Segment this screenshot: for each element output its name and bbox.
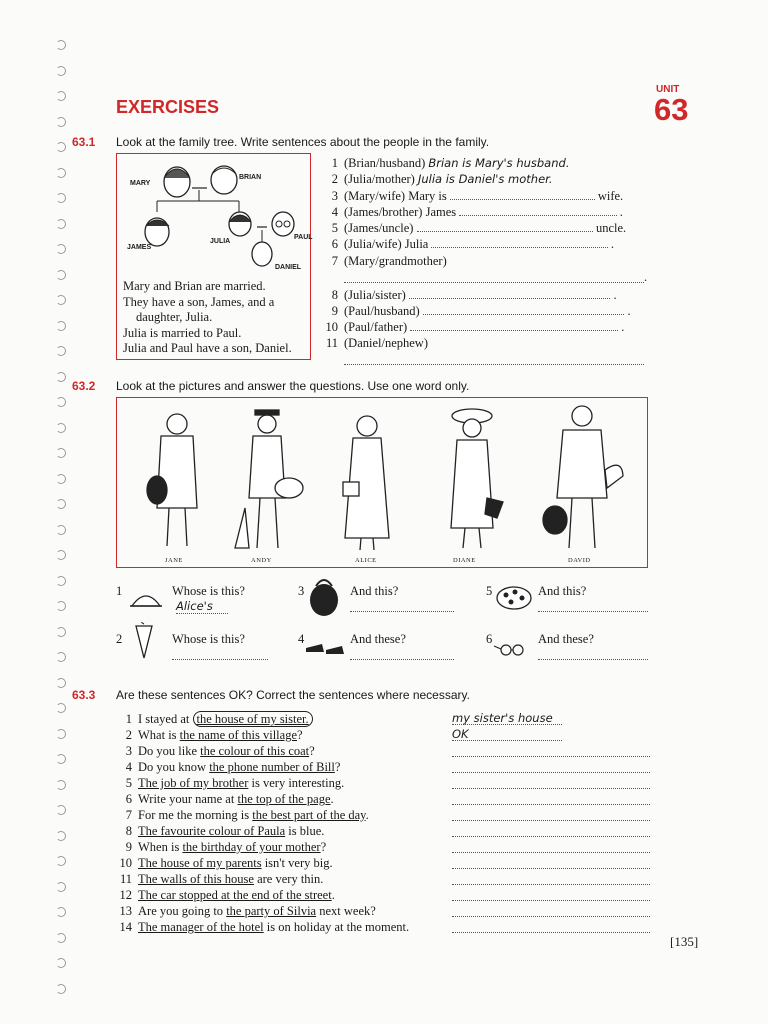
item-number: 10 <box>119 856 132 870</box>
spiral-ring <box>56 91 66 101</box>
exercise-item <box>322 287 652 303</box>
correction-field[interactable] <box>452 777 650 789</box>
underlined-phrase: The car stopped at <box>138 888 234 902</box>
unit-label: UNIT <box>656 84 680 95</box>
spiral-ring <box>56 168 66 178</box>
item-end: . <box>627 304 631 318</box>
spiral-ring <box>56 933 66 943</box>
spiral-ring <box>56 576 66 586</box>
story-line: Mary and Brian are married. <box>123 279 266 293</box>
correction-field[interactable] <box>452 841 650 853</box>
question-number: 4 <box>298 632 305 646</box>
spiral-ring <box>56 729 66 739</box>
correction-field[interactable] <box>452 793 650 805</box>
question-number: 2 <box>116 632 123 646</box>
brian-face <box>211 166 237 194</box>
answer-field[interactable] <box>538 648 648 660</box>
spiral-ring <box>56 397 66 407</box>
spiral-ring <box>56 244 66 254</box>
tree-name-julia: JULIA <box>210 238 231 245</box>
item-prompt: (Julia/sister) <box>344 288 406 302</box>
item-prompt: (Paul/husband) <box>344 304 420 318</box>
question-text: Whose is this? <box>172 584 245 598</box>
item-number: 1 <box>125 712 132 726</box>
sentence-end: . <box>331 888 335 902</box>
sentence-end: ? <box>334 760 341 774</box>
umbrella-icon <box>130 622 158 662</box>
sentence-start: Do you like <box>138 744 201 758</box>
item-number: 7 <box>125 808 132 822</box>
page-number: [135] <box>670 934 699 949</box>
question-text: And these? <box>350 632 406 646</box>
correction-field[interactable] <box>452 809 650 821</box>
sentence-end: . <box>330 792 334 806</box>
sentence-start: Do you know <box>138 760 210 774</box>
paul-face <box>272 212 294 236</box>
sentence-item <box>116 807 369 823</box>
spiral-ring <box>56 117 66 127</box>
jane-bag <box>147 476 167 504</box>
item-start: Julia <box>404 237 429 251</box>
exercise-item <box>322 253 652 284</box>
sentence-start: For me the morning is <box>138 808 253 822</box>
glasses-icon <box>492 636 532 660</box>
david-bag <box>543 506 567 534</box>
underlined-phrase: the end of the street <box>233 888 332 902</box>
diane-head <box>463 419 481 437</box>
spiral-ring <box>56 754 66 764</box>
item-end: . <box>621 320 625 334</box>
david-leg <box>569 498 572 548</box>
answer-line[interactable] <box>410 321 618 331</box>
handwritten-answer[interactable]: Julia is Daniel's mother. <box>417 172 553 186</box>
sentence-item <box>116 775 344 791</box>
sentence-end: ? <box>320 840 327 854</box>
sentence-end: ? <box>309 744 315 758</box>
spiral-ring <box>56 499 66 509</box>
exercise-instruction: Look at the family tree. Write sentences about the people in the family. <box>116 135 490 149</box>
diane-leg <box>463 528 465 548</box>
andy-hat <box>255 410 279 415</box>
tree-name-james: JAMES <box>127 244 152 251</box>
spiral-ring <box>56 627 66 637</box>
question-number: 1 <box>116 584 123 598</box>
spiral-ring <box>56 525 66 535</box>
exercise-number: 63.1 <box>72 135 96 149</box>
item-prompt: (Mary/wife) <box>344 189 406 203</box>
spiral-ring <box>56 703 66 713</box>
item-prompt: (Mary/grandmother) <box>344 254 447 268</box>
spiral-ring <box>56 907 66 917</box>
spiral-ring <box>56 423 66 433</box>
exercise-item <box>322 204 652 220</box>
exercise-item <box>322 335 652 351</box>
item-number: 8 <box>331 288 338 302</box>
item-start: Mary is <box>408 189 447 203</box>
item-end: . <box>613 288 617 302</box>
person-name-david: DAVID <box>568 557 591 564</box>
item-number: 14 <box>119 920 132 934</box>
exercise-number: 63.2 <box>72 379 96 393</box>
story-line: Julia and Paul have a son, Daniel. <box>123 341 292 355</box>
item-end: . <box>610 237 615 251</box>
question-text: And this? <box>350 584 399 598</box>
spiral-ring <box>56 448 66 458</box>
item-number: 5 <box>125 776 132 790</box>
question-text: And this? <box>538 584 587 598</box>
tree-name-brian: BRIAN <box>239 174 262 181</box>
item-end: . <box>644 270 648 284</box>
people-illustrations <box>117 398 646 566</box>
andy-leg <box>257 498 260 548</box>
bag-icon <box>304 572 344 618</box>
spiral-ring <box>56 856 66 866</box>
sentence-end: is on holiday at the moment. <box>263 920 410 934</box>
handwritten-answer: my sister's house <box>452 711 553 725</box>
exercise-item <box>322 188 652 204</box>
david-jacket <box>557 430 607 498</box>
sentence-item <box>116 887 335 903</box>
exercise-number: 63.3 <box>72 688 96 702</box>
family-tree-diagram <box>117 154 309 278</box>
sentence-end: is very interesting. <box>248 776 345 790</box>
story-line: They have a son, James, and a <box>123 294 275 309</box>
hat-icon <box>128 584 164 620</box>
question-number: 3 <box>298 584 305 598</box>
item-number: 4 <box>331 205 338 219</box>
diane-leg <box>479 528 481 548</box>
correction-field[interactable] <box>452 729 562 741</box>
item-number: 1 <box>331 156 338 170</box>
question-number: 6 <box>486 632 493 646</box>
underlined-phrase: The favourite colour of Paula <box>138 824 286 838</box>
question-text: And these? <box>538 632 594 646</box>
item-number: 3 <box>125 744 132 758</box>
item-end: . <box>619 205 623 219</box>
sentence-start: When is <box>138 840 183 854</box>
item-number: 4 <box>125 760 132 774</box>
answer-field[interactable] <box>172 648 268 660</box>
item-number: 2 <box>331 172 338 186</box>
sentence-item <box>116 727 303 743</box>
correction-field[interactable] <box>452 873 650 885</box>
sentence-item <box>116 903 376 919</box>
story-line: Julia is married to Paul. <box>123 325 242 340</box>
question-text: Whose is this? <box>172 632 245 646</box>
item-number: 8 <box>125 824 132 838</box>
item-number: 2 <box>125 728 132 742</box>
alice-bag <box>343 482 359 496</box>
spiral-ring <box>56 550 66 560</box>
spiral-ring <box>56 321 66 331</box>
item-number: 11 <box>119 872 132 886</box>
spiral-ring <box>56 805 66 815</box>
sentence-end: isn't very big. <box>261 856 333 870</box>
item-prompt: (Daniel/nephew) <box>344 336 428 350</box>
sentence-item <box>116 711 313 727</box>
answer-line[interactable] <box>459 206 616 216</box>
spotted-hat-icon <box>494 582 534 614</box>
sentence-start: Write your name at <box>138 792 238 806</box>
item-number: 5 <box>331 221 338 235</box>
spiral-ring <box>56 882 66 892</box>
person-name-andy: ANDY <box>251 557 272 564</box>
andy-head <box>258 415 276 433</box>
underlined-phrase: the top of the page <box>237 792 331 806</box>
sentence-item <box>116 855 333 871</box>
spiral-ring <box>56 678 66 688</box>
diane-bag <box>485 498 503 518</box>
spiral-ring <box>56 831 66 841</box>
correction-field[interactable] <box>452 745 650 757</box>
person-name-diane: DIANE <box>453 557 476 564</box>
sentence-start: Are you going to <box>138 904 227 918</box>
answer-line[interactable] <box>344 353 644 365</box>
alice-head <box>357 416 377 436</box>
item-number: 9 <box>331 304 338 318</box>
underlined-phrase: The walls of this house <box>138 872 254 886</box>
shoes-icon <box>304 634 348 660</box>
item-end: wife. <box>597 189 624 203</box>
underlined-phrase: the phone number of Bill <box>209 760 335 774</box>
exercise-item <box>322 220 652 236</box>
correction-field[interactable] <box>452 921 650 933</box>
spiral-ring <box>56 193 66 203</box>
exercise-item <box>322 303 652 319</box>
item-prompt: (James/uncle) <box>344 221 414 235</box>
spiral-ring <box>56 219 66 229</box>
item-end: uncle. <box>595 221 627 235</box>
item-prompt: (Brian/husband) <box>344 156 426 170</box>
sentence-item <box>116 871 323 887</box>
underlined-phrase: the birthday of your mother <box>182 840 321 854</box>
sentence-start: What is <box>138 728 180 742</box>
sentence-end: . <box>365 808 369 822</box>
underlined-phrase: the best part of the day <box>252 808 366 822</box>
answer-field[interactable] <box>350 600 454 612</box>
exercise-item <box>322 171 652 187</box>
question-number: 5 <box>486 584 493 598</box>
item-number: 7 <box>331 254 338 268</box>
exercise-instruction: Look at the pictures and answer the questions. Use one word only. <box>116 379 470 393</box>
spiral-ring <box>56 270 66 280</box>
david-head <box>572 406 592 426</box>
answer-line[interactable] <box>417 222 593 232</box>
underlined-phrase: the name of this village <box>179 728 297 742</box>
sentence-end: is blue. <box>285 824 325 838</box>
spiral-ring <box>56 346 66 356</box>
sentence-item <box>116 743 315 759</box>
exercise-item <box>322 319 652 335</box>
unit-number: 63 <box>654 92 689 127</box>
sentence-item <box>116 839 326 855</box>
answer-line[interactable] <box>423 305 625 315</box>
sentence-end: next week? <box>316 904 376 918</box>
underlined-phrase: The manager of the hotel <box>138 920 264 934</box>
family-story <box>123 279 308 357</box>
handwritten-answer[interactable]: Brian is Mary's husband. <box>428 156 570 170</box>
sentence-item <box>116 759 340 775</box>
item-prompt: (Julia/mother) <box>344 172 415 186</box>
jane-leg <box>185 508 187 546</box>
underlined-phrase: The house of my parents <box>138 856 262 870</box>
alice-leg <box>360 538 361 550</box>
sentence-start: I stayed at <box>138 712 193 726</box>
answer-line[interactable] <box>431 238 607 248</box>
spiral-ring <box>56 142 66 152</box>
item-number: 12 <box>119 888 132 902</box>
story-line: daughter, Julia. <box>136 310 213 324</box>
spiral-ring <box>56 295 66 305</box>
item-number: 10 <box>325 320 338 334</box>
item-number: 6 <box>331 237 338 251</box>
alice-leg <box>373 538 374 550</box>
item-prompt: (James/brother) <box>344 205 423 219</box>
spiral-ring <box>56 474 66 484</box>
answer-field[interactable] <box>538 600 648 612</box>
spiral-ring <box>56 601 66 611</box>
exercise-item <box>322 155 652 171</box>
exercise-item <box>322 236 652 252</box>
correction-field[interactable] <box>452 905 650 917</box>
spiral-ring <box>56 40 66 50</box>
correction-field[interactable] <box>452 761 650 773</box>
underlined-phrase: the colour of this coat <box>200 744 310 758</box>
david-leg <box>592 498 595 548</box>
page-title: EXERCISES <box>116 97 220 117</box>
handwritten-answer: OK <box>452 727 469 741</box>
spiral-ring <box>56 958 66 968</box>
item-number: 3 <box>331 189 338 203</box>
spiral-ring <box>56 372 66 382</box>
answer-field[interactable]: Alice's <box>176 599 228 614</box>
correction-field[interactable] <box>452 713 562 725</box>
underlined-phrase: the house of my sister. <box>193 711 313 727</box>
correction-field[interactable] <box>452 825 650 837</box>
item-prompt: (Julia/wife) <box>344 237 402 251</box>
tree-name-mary: MARY <box>130 180 151 187</box>
answer-line[interactable] <box>450 190 595 200</box>
tree-name-paul: PAUL <box>294 234 313 241</box>
spiral-ring <box>56 780 66 790</box>
tree-name-daniel: DANIEL <box>275 264 302 271</box>
spiral-ring <box>56 652 66 662</box>
andy-umbrella <box>235 508 249 548</box>
item-number: 9 <box>125 840 132 854</box>
answer-line[interactable] <box>344 271 644 283</box>
daniel-face <box>252 242 272 266</box>
jane-leg <box>167 508 169 546</box>
underlined-phrase: the party of Silvia <box>226 904 317 918</box>
person-name-jane: JANE <box>165 557 183 564</box>
spiral-ring <box>56 984 66 994</box>
spiral-binding <box>56 40 68 1000</box>
item-prompt: (Paul/father) <box>344 320 408 334</box>
andy-leg <box>275 498 278 548</box>
sentence-item <box>116 919 409 935</box>
underlined-phrase: The job of my brother <box>138 776 249 790</box>
sentence-item <box>116 791 334 807</box>
exercise-instruction: Are these sentences OK? Correct the sentences where necessary. <box>116 688 470 702</box>
item-number: 11 <box>325 336 338 350</box>
sentence-item <box>116 823 324 839</box>
person-name-alice: ALICE <box>355 557 377 564</box>
andy-bag <box>275 478 303 498</box>
correction-field[interactable] <box>452 857 650 869</box>
sentence-end: are very thin. <box>253 872 324 886</box>
pictures-box <box>116 397 648 568</box>
jane-head <box>167 414 187 434</box>
correction-field[interactable] <box>452 889 650 901</box>
answer-line[interactable] <box>409 289 611 299</box>
david-umbrella <box>605 465 623 488</box>
item-number: 13 <box>119 904 132 918</box>
spiral-ring <box>56 66 66 76</box>
item-number: 6 <box>125 792 132 806</box>
item-start: James <box>425 205 457 219</box>
sentence-end: ? <box>297 728 303 742</box>
answer-field[interactable] <box>350 648 454 660</box>
